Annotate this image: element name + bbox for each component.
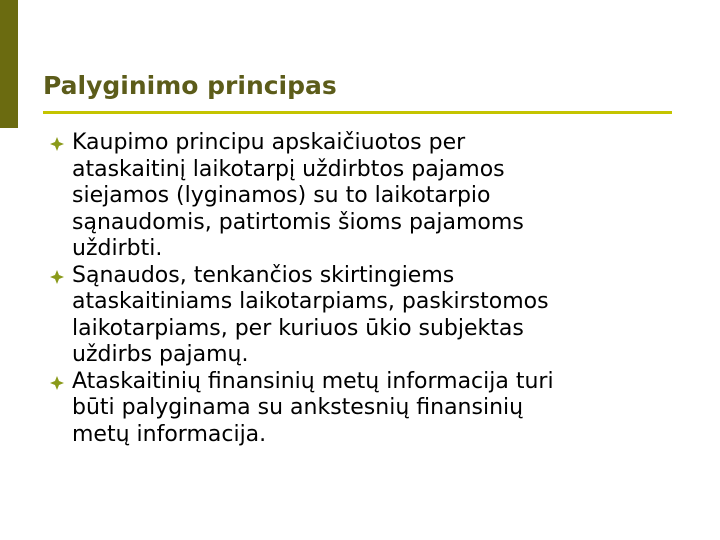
bullet-item-3 [50,369,700,449]
bullet-line: metų informacija. [72,421,267,447]
bullet-line: uždirbti. [72,236,163,261]
slide-title: Palyginimo principas [43,71,337,100]
bullet-line: Ataskaitinių finansinių metų informacija turi [72,368,554,394]
bullet-line: Kaupimo principu apskaičiuotos per [72,130,466,155]
bullet-line: sąnaudomis, patirtomis šioms pajamoms [72,209,524,235]
bullet-line: siejamos (lyginamos) su to laikotarpio [72,183,491,208]
bullet-item-2 [50,263,700,369]
diamond-bullet-icon [50,270,64,284]
diamond-bullet-icon [50,137,64,151]
title-underline [43,111,672,114]
bullet-line: ataskaitiniams laikotarpiams, paskirstomos [72,289,549,314]
bullet-line: ataskaitinį laikotarpį uždirbtos pajamos [72,156,505,182]
bullet-line: būti palyginama su ankstesnių finansinių [72,395,524,420]
bullet-line: uždirbs pajamų. [72,342,249,367]
diamond-bullet-icon [50,376,64,390]
bullet-line: Sąnaudos, tenkančios skirtingiems [72,262,455,288]
bullet-line: laikotarpiams, per kuriuos ūkio subjektas [72,315,524,341]
left-accent-bar [0,0,18,128]
bullet-list [50,130,700,448]
bullet-item-1 [50,130,700,263]
